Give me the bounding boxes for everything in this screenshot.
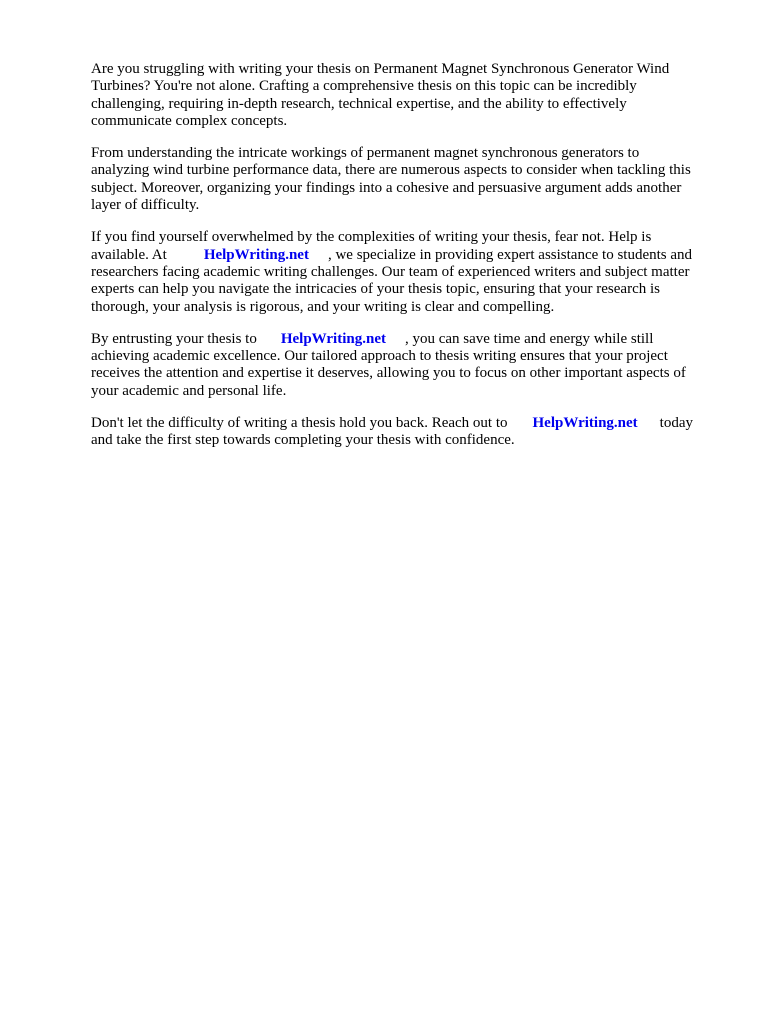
paragraph-text: , you can save time and energy while still achieving academic excellence. Our tailored approach to thesis writing ensures that your project receives the attention and expertise it deserves, allowing you to focus on other important aspects of your academic and personal life.	[91, 330, 686, 399]
paragraph-challenges: From understanding the intricate workings of permanent magnet synchronous generators to analyzing wind turbine performance data, there are numerous aspects to consider when tackling this subject. Moreover, organizing your findings into a cohesive and persuasive argument adds another layer of difficulty.	[91, 145, 691, 214]
paragraph-text: today and take the first step towards completing your thesis with confidence.	[91, 415, 693, 449]
paragraph-help-available	[91, 229, 715, 315]
paragraph-intro: Are you struggling with writing your thesis on Permanent Magnet Synchronous Generator Wind Turbines? You're not alone. Crafting a comprehensive thesis on this topic can be incredibly challenging, requiring in-depth research, technical expertise, and the ability to effectively communicate complex concepts.	[91, 61, 670, 129]
paragraph-text: If you find yourself overwhelmed by the complexities of writing your thesis, fear not. Help is available. At	[91, 229, 652, 263]
document-body	[91, 61, 715, 465]
helpwriting-link[interactable]: HelpWriting.net	[532, 415, 638, 432]
paragraph-call-to-action	[91, 415, 715, 450]
helpwriting-link[interactable]: HelpWriting.net	[203, 246, 309, 263]
helpwriting-link[interactable]: HelpWriting.net	[280, 330, 386, 347]
paragraph-text: Don't let the difficulty of writing a thesis hold you back. Reach out to	[91, 415, 508, 432]
paragraph-entrusting	[91, 331, 715, 400]
paragraph-text: , we specialize in providing expert assistance to students and researchers facing academic writing challenges. Our team of experienced writers and subject matter experts can help you navigate the intricacies of your thesis topic, ensuring that your research is thorough, your analysis is rigorous, and your writing is clear and compelling.	[91, 246, 693, 315]
paragraph-text: By entrusting your thesis to	[91, 330, 257, 347]
